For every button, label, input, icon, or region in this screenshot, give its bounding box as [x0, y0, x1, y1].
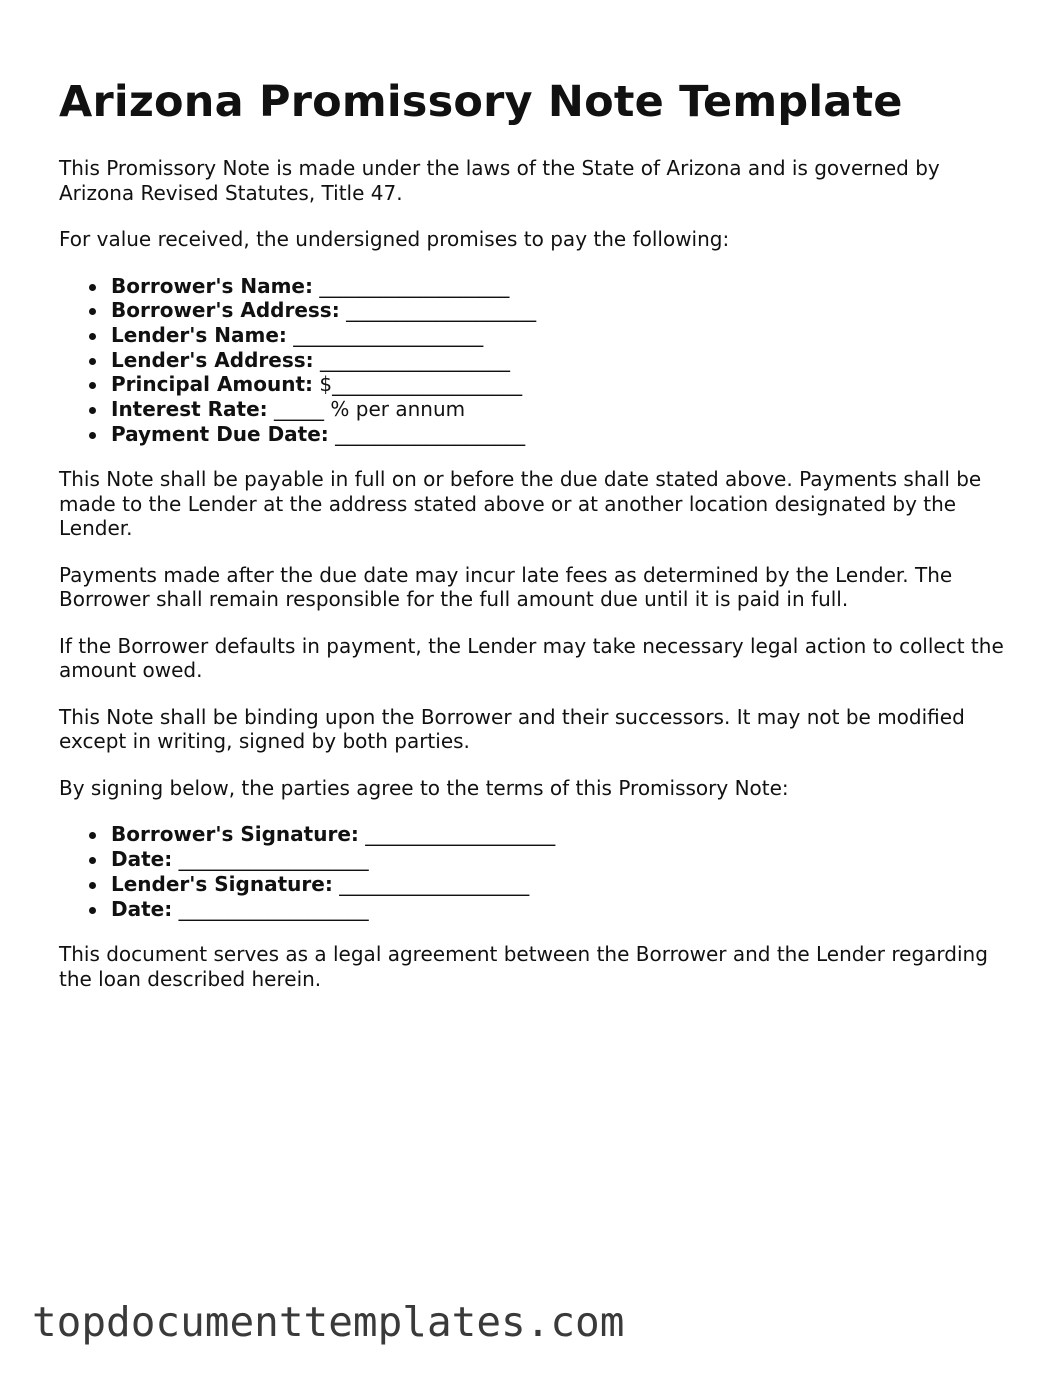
signature-item-borrower: [111, 822, 1009, 847]
term-item-borrower-name: [111, 274, 1009, 299]
term-blank: $___________________: [319, 372, 523, 397]
signature-label: Lender's Signature:: [111, 871, 333, 896]
term-blank: ___________________: [346, 298, 537, 323]
term-label: Principal Amount:: [111, 372, 314, 397]
signature-item-borrower-date: [111, 847, 1009, 872]
value-received-paragraph: For value received, the undersigned promises to pay the following:: [59, 227, 730, 251]
term-blank: ___________________: [319, 273, 510, 298]
signature-label: Borrower's Signature:: [111, 822, 359, 847]
signature-blank: ___________________: [178, 847, 369, 872]
term-item-lender-address: [111, 348, 1009, 373]
watermark-text: topdocumenttemplates.com: [32, 1298, 625, 1346]
term-label: Borrower's Name:: [111, 273, 313, 298]
document-page: [59, 0, 1009, 991]
signature-label: Date:: [111, 896, 173, 921]
signature-blank: ___________________: [178, 896, 369, 921]
term-blank: ___________________: [293, 322, 484, 347]
term-blank: ___________________: [320, 347, 510, 372]
loan-terms-list: [59, 274, 1009, 447]
signature-item-lender: [111, 872, 1009, 897]
signature-blank: ___________________: [365, 822, 556, 847]
closing-paragraph: This document serves as a legal agreement between the Borrower and the Lender regarding the loan described herein.: [59, 942, 988, 991]
term-label: Payment Due Date:: [111, 421, 329, 446]
signature-list: [59, 822, 1009, 921]
term-item-lender-name: [111, 323, 1009, 348]
term-item-borrower-address: [111, 298, 1009, 323]
term-label: Lender's Address:: [111, 347, 314, 372]
signing-intro-paragraph: By signing below, the parties agree to the terms of this Promissory Note:: [59, 775, 789, 800]
default-paragraph: If the Borrower defaults in payment, the Lender may take necessary legal action to collect the amount owed.: [59, 633, 1004, 683]
late-fees-paragraph: Payments made after the due date may incur late fees as determined by the Lender. The Borrower shall remain responsible for the full amount due until it is paid in full.: [59, 562, 953, 612]
term-label: Borrower's Address:: [111, 298, 340, 323]
term-blank: ___________________: [335, 421, 526, 446]
intro-paragraph: This Promissory Note is made under the laws of the State of Arizona and is governed by Arizona Revised Statutes, Title 47.: [59, 156, 940, 205]
signature-label: Date:: [111, 847, 173, 872]
document-title: Arizona Promissory Note Template: [59, 77, 903, 127]
term-label: Interest Rate:: [111, 397, 268, 422]
term-label: Lender's Name:: [111, 322, 287, 347]
term-item-principal-amount: [111, 372, 1009, 397]
term-blank: _____ % per annum: [274, 397, 466, 422]
signature-item-lender-date: [111, 897, 1009, 922]
term-item-payment-due-date: [111, 422, 1009, 447]
payment-terms-paragraph: This Note shall be payable in full on or before the due date stated above. Payments shall be made to the Lender at the address stated above or at another location designated by the Lender.: [59, 467, 982, 541]
binding-paragraph: This Note shall be binding upon the Borrower and their successors. It may not be modified except in writing, signed by both parties.: [59, 704, 965, 754]
signature-blank: ___________________: [339, 871, 530, 896]
term-item-interest-rate: [111, 397, 1009, 422]
